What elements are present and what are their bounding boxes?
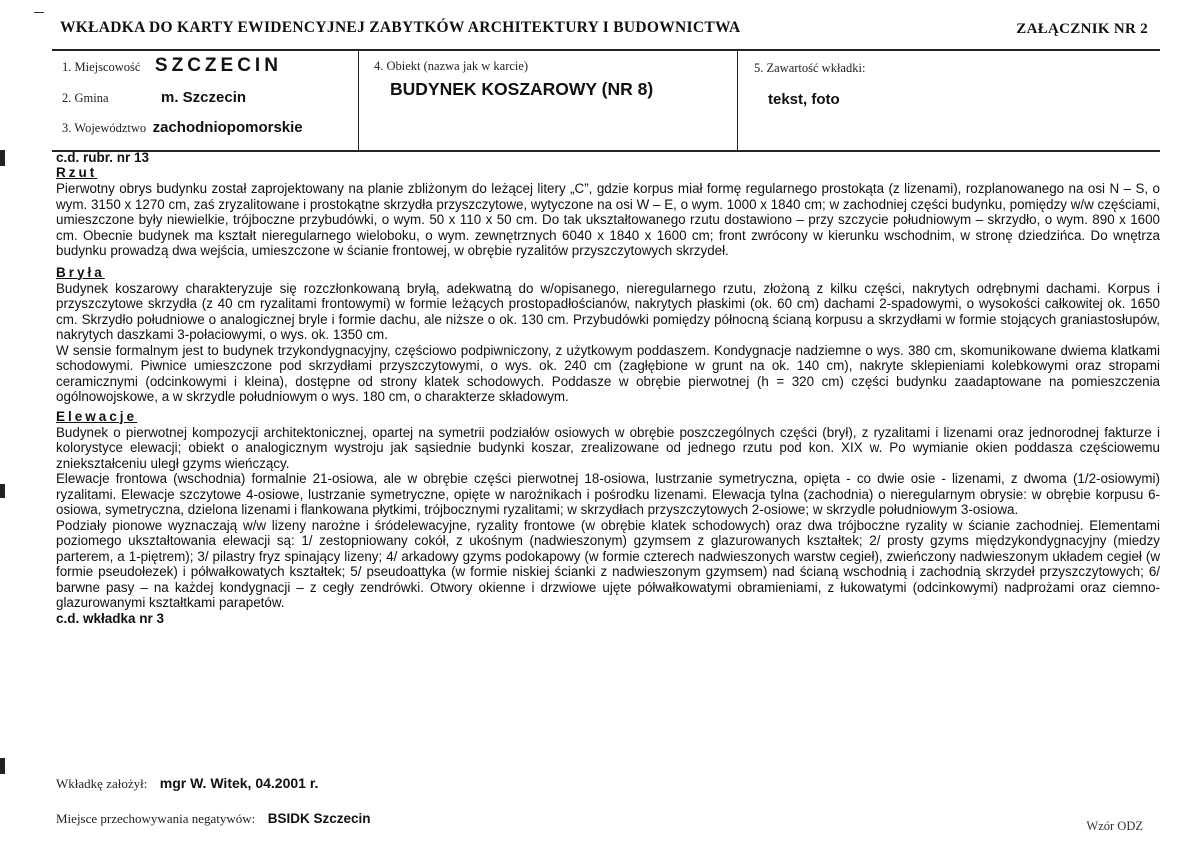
voivodeship-field [62, 119, 303, 137]
contents-label: 5. Zawartość wkładki: [754, 61, 866, 75]
commune-value: m. Szczecin [160, 89, 247, 106]
section-heading-plan: Rzut [56, 165, 98, 180]
paragraph: Podziały pionowe wyznaczają w/w lizeny narożne i śródelewacyjne, ryzality frontowe (w obrębie klatek schodowych) oraz dwa trójboczne ryzality w ścianie zachodniej. Elementami poziomego ukształtowania elewacji są: 1/ zestopniowany cokół, z ukośnym (nadwieszonym) gzymsem z glazurowanych kształtek; 2/ prosty gzyms międzykondygnacyjny (miedzy parterem, a 1-piętrem); 3/ pilastry fryz spinający lizeny; 4/ arkadowy gzyms podokapowy (w formie czterech nadwieszonych warstw cegieł), zwieńczony nadwieszonym układem cegieł (w formie pseudołezek) i półwałkowatych kształtek; 5/ pseudoattyka (w formie niskiej ścianki z nadwieszonym gzymsem) nad ścianą wschodnią i zachodnią skrzydeł przyszczytowych; 6/ barwne pasy – na każdej kondygnacji – z cegły zendrówki. Otwory okienne i drzwiowe ujęte półwałkowatymi obramieniami, z łukowatymi (odcinkowymi) nadprożami oraz ciemno-glazurowanymi kształtkami parapetów. [56, 517, 1160, 610]
rubric-continuation: c.d. rubr. nr 13 [56, 150, 150, 165]
paragraph: Budynek o pierwotnej kompozycji architektonicznej, opartej na symetrii podziałów osiowych w obrębie poszczególnych części (brył), z ryzalitami i lizenami oraz jednorodnej fakturze i kolorystyce elewacji; obiekt o analogicznym wystroju jak sąsiednie budynki koszar, zrealizowane od jednego rzutu pod kon. XIX w. Po wymianie okien poddasza częściowemu zniekształceniu uległ gzyms wieńczący. [56, 424, 1160, 471]
author-value: mgr W. Witek, 04.2001 r. [159, 775, 319, 791]
storage-label: Miejsce przechowywania negatywów: [56, 811, 256, 826]
form-divider [358, 51, 359, 150]
paragraph: Pierwotny obrys budynku został zaprojektowany na planie zbliżonym do leżącej litery „C”, gdzie korpus miał formę regularnego prostokąta (z lizenami), rozplanowanego na osi N – S, o wym. 3150 x 1270 cm, zaś zryzalitowane i prostokątne skrzydła przyszczytowe, wytyczone na osi W – E, o wym. 1000 x 1840 cm; w zachodniej części budynku, pomiędzy w/w częściami, umieszczone były niewielkie, trójboczne przybudówki, o wym. 50 x 110 x 50 cm. Do tak ukształtowanego rzutu dostawiono – przy szczycie południowym – skrzydło, o wym. 890 x 1600 cm. Obecnie budynek ma kształt nieregularnego wieloboku, o wym. zewnętrznych 6040 x 1840 x 1600 cm; front zwrócony w kierunku wschodnim, w stronę dziedzińca. Do wnętrza budynku prowadzą dwa wejścia, umieszczone w ścianie frontowej, w obrębie ryzalitów przyszczytowych skrzydeł. [56, 181, 1160, 258]
section-heading-mass: Bryła [56, 264, 105, 280]
continuation-note: c.d. wkładka nr 3 [56, 610, 165, 626]
commune-field [62, 89, 246, 107]
locality-label: 1. Miejscowość [62, 60, 141, 74]
document-title: WKŁADKA DO KARTY EWIDENCYJNEJ ZABYTKÓW ARCHITEKTURY I BUDOWNICTWA [60, 19, 741, 36]
locality-value: SZCZECIN [154, 55, 282, 76]
corner-mark [34, 12, 44, 13]
voivodeship-label: 3. Województwo [62, 121, 147, 135]
paragraph: Elewacje frontowa (wschodnia) formalnie 21-osiowa, ale w obrębie części pierwotnej 18-osiowa, lustrzanie symetryczna, opięta - co dwie osie - lizenami, z dwoma (1/2-osiowymi) ryzalitami. Elewacje szczytowe 4-osiowe, lustrzanie symetryczne, opięte w narożnikach i pośrodku lizenami. Elewacja tylna (zachodnia) o nieregularnym obrysie: w obrębie korpusu 6-osiowa, symetryczna, dzielona lizenami i flankowana płytkimi, trójbocznymi ryzalitami; w skrzydłach przyszczytowych 2-osiowe; w skrzydle południowym 3-osiowa. [56, 471, 1160, 517]
commune-label: 2. Gmina [62, 91, 109, 105]
form-divider [737, 51, 738, 150]
paragraph: W sensie formalnym jest to budynek trzykondygnacyjny, częściowo podpiwniczony, z użytkowym poddaszem. Kondygnacje nadziemne o wys. 380 cm, skomunikowane dwiema klatkami schodowymi. Piwnice umieszczone pod skrzydłami przyszczytowymi, o wys. ok. 240 cm (zagłębione w grunt na ok. 140 cm), nakryte sklepieniami kolebkowymi oraz stropami ceramicznymi (odcinkowymi i kleina), dostępne od strony klatek schodowych. Poddasze w obrębie pierwotnej (h = 320 cm) części budynku zaadaptowane na pomieszczenia ogólnowojskowe, a w skrzydle południowym o wys. 180 cm, o charakterze składowym. [56, 342, 1160, 404]
object-label: 4. Obiekt (nazwa jak w karcie) [374, 59, 529, 73]
locality-field [62, 55, 282, 77]
paragraph: Budynek koszarowy charakteryzuje się rozczłonkowaną bryłą, adekwatną do w/opisanego, nieregularnego rzutu, złożoną z kilku części, nakrytych odrębnymi dachami. Korpus i przyszczytowe skrzydła (z 40 cm ryzalitami frontowymi) w formie leżących prostopadłościanów, nakrytych płaskimi (ok. 60 cm) dachami 2-spadowymi, o wysokości całkowitej ok. 1650 cm. Skrzydło południowe o analogicznej bryle i formie dachu, ale niższe o ok. 130 cm. Przybudówki pomiędzy północną ścianą korpusu a skrzydłami w formie stojących graniastosłupów, nakrytych daszkami 3-połaciowymi, o wys. ok. 1350 cm. [56, 280, 1160, 342]
contents-value: tekst, foto [768, 91, 840, 108]
storage-value: BSIDK Szczecin [267, 811, 371, 826]
object-name: BUDYNEK KOSZAROWY (NR 8) [390, 79, 654, 99]
scan-edge-mark [0, 758, 5, 774]
author-line [56, 775, 318, 793]
template-mark: Wzór ODZ [1086, 819, 1143, 833]
author-label: Wkładkę założył: [56, 776, 148, 791]
identification-form [52, 49, 1160, 152]
scan-edge-mark [0, 484, 5, 498]
scan-edge-mark [0, 150, 5, 166]
description-body [56, 150, 1160, 626]
storage-line [56, 810, 371, 828]
voivodeship-value: zachodniopomorskie [152, 119, 303, 136]
document-header [60, 19, 1150, 41]
annex-number: ZAŁĄCZNIK NR 2 [1016, 21, 1148, 37]
section-heading-elevations: Elewacje [56, 408, 138, 424]
